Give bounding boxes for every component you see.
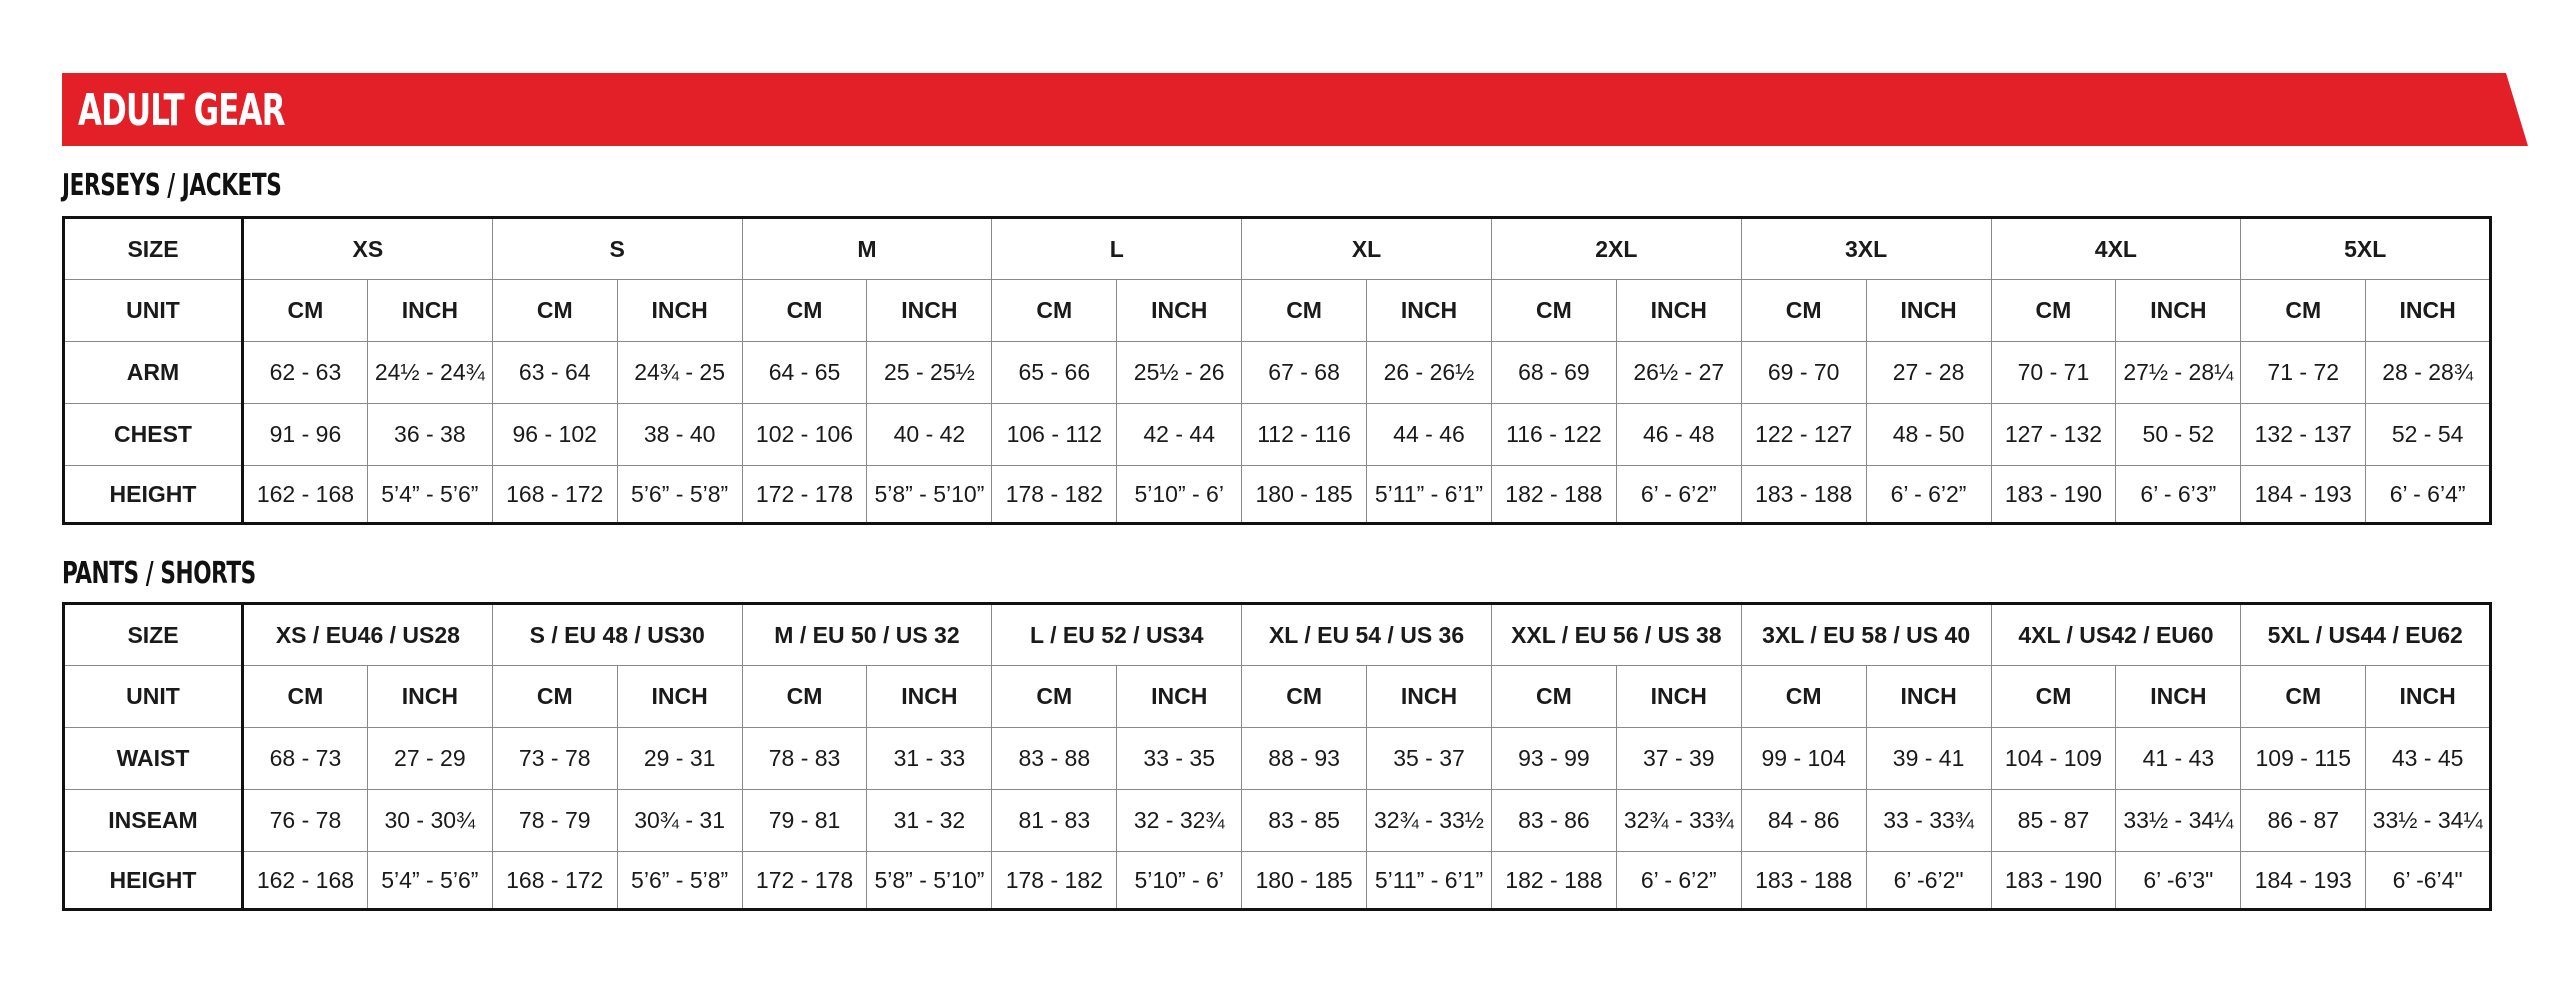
value-cell: 183 - 190 xyxy=(1991,852,2116,910)
unit-inch: INCH xyxy=(1866,666,1991,728)
value-cell: 50 - 52 xyxy=(2116,404,2241,466)
value-cell: 127 - 132 xyxy=(1991,404,2116,466)
value-cell: 31 - 32 xyxy=(867,790,992,852)
value-cell: 37 - 39 xyxy=(1616,728,1741,790)
unit-inch: INCH xyxy=(1117,666,1242,728)
value-cell: 63 - 64 xyxy=(492,342,617,404)
jerseys-size-table xyxy=(62,216,2492,525)
size-header: XS xyxy=(243,218,493,280)
value-cell: 122 - 127 xyxy=(1741,404,1866,466)
value-cell: 32¾ - 33½ xyxy=(1367,790,1492,852)
size-header: 2XL xyxy=(1491,218,1741,280)
value-cell: 88 - 93 xyxy=(1242,728,1367,790)
value-cell: 28 - 28¾ xyxy=(2366,342,2491,404)
value-cell: 42 - 44 xyxy=(1117,404,1242,466)
value-cell: 78 - 79 xyxy=(492,790,617,852)
row-label-height: HEIGHT xyxy=(64,852,243,910)
value-cell: 104 - 109 xyxy=(1991,728,2116,790)
unit-inch: INCH xyxy=(2366,666,2491,728)
value-cell: 5’8” - 5’10” xyxy=(867,852,992,910)
value-cell: 26 - 26½ xyxy=(1367,342,1492,404)
unit-inch: INCH xyxy=(1367,280,1492,342)
value-cell: 6’ - 6’3” xyxy=(2116,466,2241,524)
unit-cm: CM xyxy=(1491,280,1616,342)
size-row xyxy=(64,218,2491,280)
value-cell: 65 - 66 xyxy=(992,342,1117,404)
value-cell: 44 - 46 xyxy=(1367,404,1492,466)
value-cell: 6’ -6’2" xyxy=(1866,852,1991,910)
size-header: M xyxy=(742,218,992,280)
adult-gear-banner xyxy=(62,73,2528,146)
value-cell: 168 - 172 xyxy=(492,852,617,910)
chest-row xyxy=(64,404,2491,466)
value-cell: 182 - 188 xyxy=(1491,466,1616,524)
value-cell: 180 - 185 xyxy=(1242,852,1367,910)
value-cell: 5’8” - 5’10” xyxy=(867,466,992,524)
size-row xyxy=(64,604,2491,666)
unit-cm: CM xyxy=(1991,666,2116,728)
unit-cm: CM xyxy=(1741,280,1866,342)
value-cell: 70 - 71 xyxy=(1991,342,2116,404)
unit-cm: CM xyxy=(992,666,1117,728)
size-header: 4XL xyxy=(1991,218,2241,280)
unit-inch: INCH xyxy=(867,666,992,728)
unit-cm: CM xyxy=(1491,666,1616,728)
unit-cm: CM xyxy=(992,280,1117,342)
inseam-row xyxy=(64,790,2491,852)
value-cell: 178 - 182 xyxy=(992,466,1117,524)
value-cell: 5’6” - 5’8” xyxy=(617,466,742,524)
value-cell: 109 - 115 xyxy=(2241,728,2366,790)
size-header: L xyxy=(992,218,1242,280)
value-cell: 5’4” - 5’6” xyxy=(367,852,492,910)
size-header: 3XL xyxy=(1741,218,1991,280)
value-cell: 91 - 96 xyxy=(243,404,368,466)
value-cell: 5’11” - 6’1” xyxy=(1367,466,1492,524)
unit-inch: INCH xyxy=(1367,666,1492,728)
size-header: 5XL xyxy=(2241,218,2491,280)
value-cell: 112 - 116 xyxy=(1242,404,1367,466)
value-cell: 116 - 122 xyxy=(1491,404,1616,466)
value-cell: 76 - 78 xyxy=(243,790,368,852)
unit-inch: INCH xyxy=(2366,280,2491,342)
value-cell: 5’6” - 5’8” xyxy=(617,852,742,910)
pants-section-title: PANTS / SHORTS xyxy=(62,556,256,591)
row-label-inseam: INSEAM xyxy=(64,790,243,852)
row-label-arm: ARM xyxy=(64,342,243,404)
unit-inch: INCH xyxy=(367,280,492,342)
value-cell: 6’ - 6’2” xyxy=(1866,466,1991,524)
height-row xyxy=(64,852,2491,910)
unit-inch: INCH xyxy=(1866,280,1991,342)
value-cell: 27 - 29 xyxy=(367,728,492,790)
value-cell: 67 - 68 xyxy=(1242,342,1367,404)
value-cell: 62 - 63 xyxy=(243,342,368,404)
value-cell: 93 - 99 xyxy=(1491,728,1616,790)
unit-cm: CM xyxy=(492,666,617,728)
unit-row-label: UNIT xyxy=(64,280,243,342)
value-cell: 25 - 25½ xyxy=(867,342,992,404)
value-cell: 81 - 83 xyxy=(992,790,1117,852)
unit-cm: CM xyxy=(2241,666,2366,728)
value-cell: 25½ - 26 xyxy=(1117,342,1242,404)
value-cell: 27 - 28 xyxy=(1866,342,1991,404)
unit-inch: INCH xyxy=(617,280,742,342)
value-cell: 5’11” - 6’1” xyxy=(1367,852,1492,910)
unit-cm: CM xyxy=(742,280,867,342)
value-cell: 83 - 88 xyxy=(992,728,1117,790)
size-row-label: SIZE xyxy=(64,604,243,666)
value-cell: 46 - 48 xyxy=(1616,404,1741,466)
value-cell: 78 - 83 xyxy=(742,728,867,790)
value-cell: 96 - 102 xyxy=(492,404,617,466)
value-cell: 184 - 193 xyxy=(2241,466,2366,524)
value-cell: 84 - 86 xyxy=(1741,790,1866,852)
value-cell: 183 - 190 xyxy=(1991,466,2116,524)
value-cell: 48 - 50 xyxy=(1866,404,1991,466)
value-cell: 184 - 193 xyxy=(2241,852,2366,910)
size-header: XXL / EU 56 / US 38 xyxy=(1491,604,1741,666)
unit-inch: INCH xyxy=(617,666,742,728)
value-cell: 183 - 188 xyxy=(1741,466,1866,524)
value-cell: 6’ - 6’2” xyxy=(1616,852,1741,910)
value-cell: 41 - 43 xyxy=(2116,728,2241,790)
value-cell: 71 - 72 xyxy=(2241,342,2366,404)
value-cell: 79 - 81 xyxy=(742,790,867,852)
size-header: XL xyxy=(1242,218,1492,280)
row-label-waist: WAIST xyxy=(64,728,243,790)
value-cell: 172 - 178 xyxy=(742,852,867,910)
value-cell: 30¾ - 31 xyxy=(617,790,742,852)
value-cell: 29 - 31 xyxy=(617,728,742,790)
waist-row xyxy=(64,728,2491,790)
value-cell: 83 - 86 xyxy=(1491,790,1616,852)
value-cell: 86 - 87 xyxy=(2241,790,2366,852)
value-cell: 33½ - 34¼ xyxy=(2366,790,2491,852)
value-cell: 132 - 137 xyxy=(2241,404,2366,466)
value-cell: 38 - 40 xyxy=(617,404,742,466)
value-cell: 183 - 188 xyxy=(1741,852,1866,910)
unit-inch: INCH xyxy=(1616,666,1741,728)
unit-cm: CM xyxy=(243,280,368,342)
value-cell: 24¾ - 25 xyxy=(617,342,742,404)
unit-cm: CM xyxy=(1991,280,2116,342)
unit-cm: CM xyxy=(1242,666,1367,728)
value-cell: 64 - 65 xyxy=(742,342,867,404)
value-cell: 5’10” - 6’ xyxy=(1117,852,1242,910)
value-cell: 32¾ - 33¾ xyxy=(1616,790,1741,852)
value-cell: 43 - 45 xyxy=(2366,728,2491,790)
value-cell: 31 - 33 xyxy=(867,728,992,790)
unit-row xyxy=(64,280,2491,342)
unit-row-label: UNIT xyxy=(64,666,243,728)
unit-cm: CM xyxy=(243,666,368,728)
size-header: 5XL / US44 / EU62 xyxy=(2241,604,2491,666)
value-cell: 40 - 42 xyxy=(867,404,992,466)
value-cell: 24½ - 24¾ xyxy=(367,342,492,404)
value-cell: 182 - 188 xyxy=(1491,852,1616,910)
arm-row xyxy=(64,342,2491,404)
value-cell: 180 - 185 xyxy=(1242,466,1367,524)
value-cell: 33 - 33¾ xyxy=(1866,790,1991,852)
value-cell: 99 - 104 xyxy=(1741,728,1866,790)
value-cell: 27½ - 28¼ xyxy=(2116,342,2241,404)
value-cell: 39 - 41 xyxy=(1866,728,1991,790)
value-cell: 52 - 54 xyxy=(2366,404,2491,466)
value-cell: 33 - 35 xyxy=(1117,728,1242,790)
unit-inch: INCH xyxy=(367,666,492,728)
value-cell: 32 - 32¾ xyxy=(1117,790,1242,852)
size-header: XL / EU 54 / US 36 xyxy=(1242,604,1492,666)
value-cell: 6’ - 6’4” xyxy=(2366,466,2491,524)
banner-title: ADULT GEAR xyxy=(78,85,285,136)
row-label-chest: CHEST xyxy=(64,404,243,466)
value-cell: 83 - 85 xyxy=(1242,790,1367,852)
value-cell: 6’ -6’3" xyxy=(2116,852,2241,910)
value-cell: 68 - 73 xyxy=(243,728,368,790)
value-cell: 69 - 70 xyxy=(1741,342,1866,404)
row-label-height: HEIGHT xyxy=(64,466,243,524)
unit-inch: INCH xyxy=(2116,666,2241,728)
value-cell: 5’4” - 5’6” xyxy=(367,466,492,524)
value-cell: 106 - 112 xyxy=(992,404,1117,466)
value-cell: 172 - 178 xyxy=(742,466,867,524)
value-cell: 5’10” - 6’ xyxy=(1117,466,1242,524)
value-cell: 26½ - 27 xyxy=(1616,342,1741,404)
value-cell: 6’ -6’4" xyxy=(2366,852,2491,910)
unit-cm: CM xyxy=(2241,280,2366,342)
size-header: XS / EU46 / US28 xyxy=(243,604,493,666)
unit-cm: CM xyxy=(1741,666,1866,728)
value-cell: 68 - 69 xyxy=(1491,342,1616,404)
unit-inch: INCH xyxy=(1616,280,1741,342)
unit-cm: CM xyxy=(742,666,867,728)
size-row-label: SIZE xyxy=(64,218,243,280)
value-cell: 178 - 182 xyxy=(992,852,1117,910)
banner-shape xyxy=(62,73,2528,146)
height-row xyxy=(64,466,2491,524)
value-cell: 36 - 38 xyxy=(367,404,492,466)
size-header: L / EU 52 / US34 xyxy=(992,604,1242,666)
value-cell: 6’ - 6’2” xyxy=(1616,466,1741,524)
value-cell: 168 - 172 xyxy=(492,466,617,524)
unit-inch: INCH xyxy=(867,280,992,342)
unit-cm: CM xyxy=(1242,280,1367,342)
value-cell: 102 - 106 xyxy=(742,404,867,466)
unit-row xyxy=(64,666,2491,728)
unit-cm: CM xyxy=(492,280,617,342)
size-header: S / EU 48 / US30 xyxy=(492,604,742,666)
value-cell: 85 - 87 xyxy=(1991,790,2116,852)
size-header: M / EU 50 / US 32 xyxy=(742,604,992,666)
value-cell: 35 - 37 xyxy=(1367,728,1492,790)
unit-inch: INCH xyxy=(2116,280,2241,342)
jerseys-section-title: JERSEYS / JACKETS xyxy=(62,168,282,203)
size-header: 4XL / US42 / EU60 xyxy=(1991,604,2241,666)
size-header: S xyxy=(492,218,742,280)
pants-size-table xyxy=(62,602,2492,911)
size-header: 3XL / EU 58 / US 40 xyxy=(1741,604,1991,666)
unit-inch: INCH xyxy=(1117,280,1242,342)
value-cell: 33½ - 34¼ xyxy=(2116,790,2241,852)
value-cell: 162 - 168 xyxy=(243,466,368,524)
value-cell: 30 - 30¾ xyxy=(367,790,492,852)
value-cell: 162 - 168 xyxy=(243,852,368,910)
value-cell: 73 - 78 xyxy=(492,728,617,790)
